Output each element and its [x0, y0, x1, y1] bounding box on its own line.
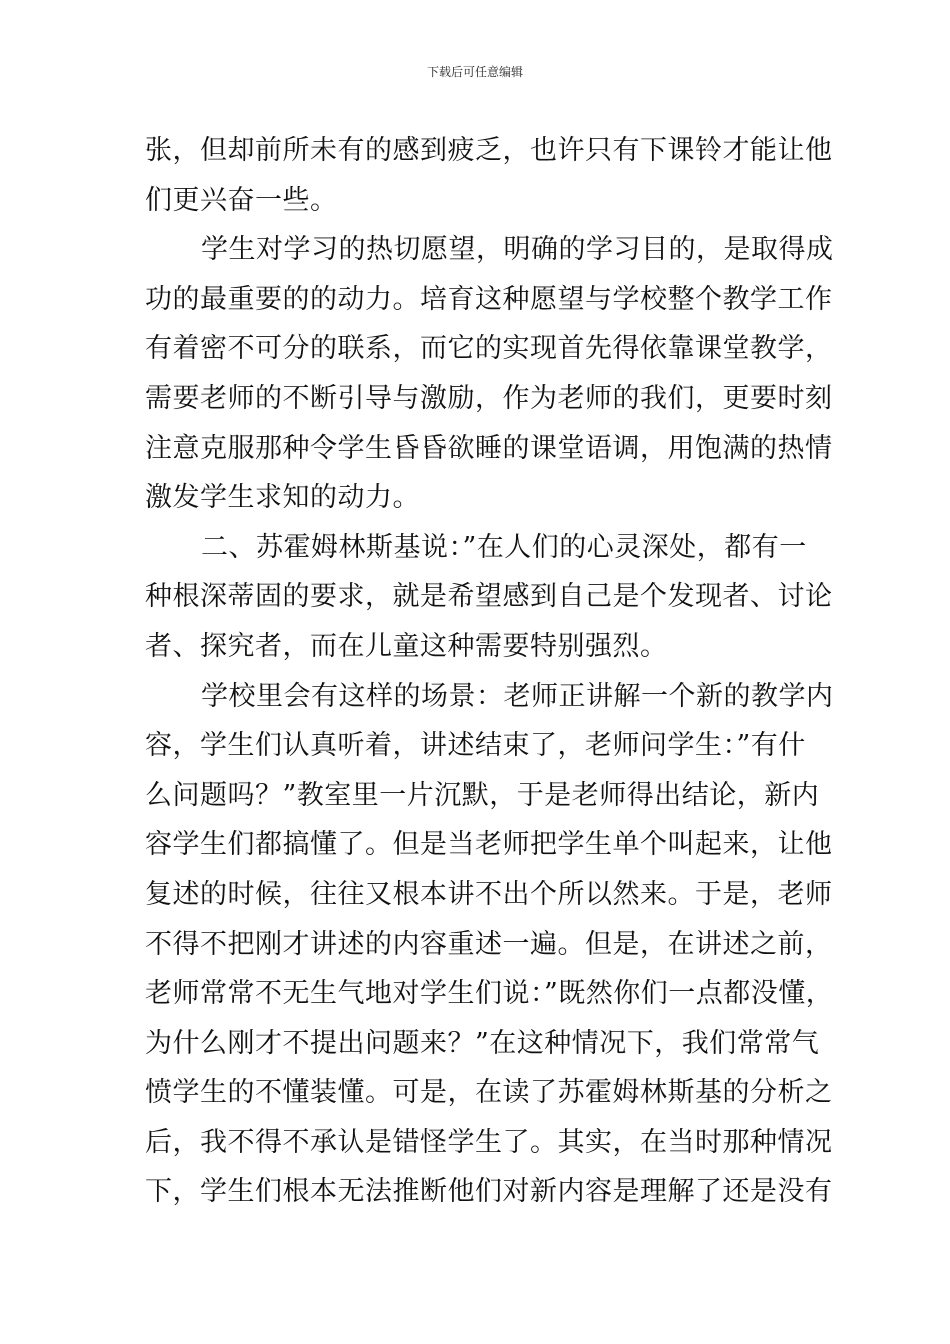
text-line: 后，我不得不承认是错怪学生了。其实，在当时那种情况	[145, 1126, 833, 1158]
text-line: 种根深蒂固的要求，就是希望感到自己是个发现者、讨论	[145, 581, 833, 613]
text-line: 学校里会有这样的场景：老师正讲解一个新的教学内	[201, 680, 834, 712]
text-line: 下，学生们根本无法推断他们对新内容是理解了还是没有	[145, 1176, 833, 1208]
text-line: 为什么刚才不提出问题来？”在这种情况下，我们常常气	[145, 1027, 820, 1059]
text-line: 学生对学习的热切愿望，明确的学习目的，是取得成	[201, 234, 834, 266]
text-line: 容学生们都搞懂了。但是当老师把学生单个叫起来，让他	[145, 829, 833, 861]
text-line: 老师常常不无生气地对学生们说：”既然你们一点都没懂，	[145, 978, 834, 1010]
text-line: 张，但却前所未有的感到疲乏，也许只有下课铃才能让他	[145, 135, 833, 166]
text-line: 不得不把刚才讲述的内容重述一遍。但是，在讲述之前，	[145, 928, 833, 960]
text-line: 愤学生的不懂装懂。可是，在读了苏霍姆林斯基的分析之	[145, 1077, 833, 1109]
document-body	[145, 126, 834, 1217]
text-line: 容，学生们认真听着，讲述结束了，老师问学生：”有什	[145, 730, 806, 762]
text-line: 二、苏霍姆林斯基说：”在人们的心灵深处，都有一	[201, 531, 807, 563]
page-header: 下载后可任意编辑	[426, 65, 523, 79]
text-line: 需要老师的不断引导与激励，作为老师的我们，更要时刻	[145, 382, 833, 414]
text-line: 激发学生求知的动力。	[145, 482, 420, 514]
text-line: 复述的时候，往往又根本讲不出个所以然来。于是，老师	[145, 878, 833, 910]
text-line: 功的最重要的的动力。培育这种愿望与学校整个教学工作	[145, 283, 833, 315]
text-line: 们更兴奋一些。	[145, 184, 338, 216]
text-line: 注意克服那种令学生昏昏欲睡的课堂语调，用饱满的热情	[145, 432, 833, 464]
text-line: 么问题吗？”教室里一片沉默，于是老师得出结论，新内	[145, 779, 820, 811]
text-line: 有着密不可分的联系，而它的实现首先得依靠课堂教学，	[145, 333, 833, 365]
text-line: 者、探究者，而在儿童这种需要特别强烈。	[145, 630, 668, 662]
